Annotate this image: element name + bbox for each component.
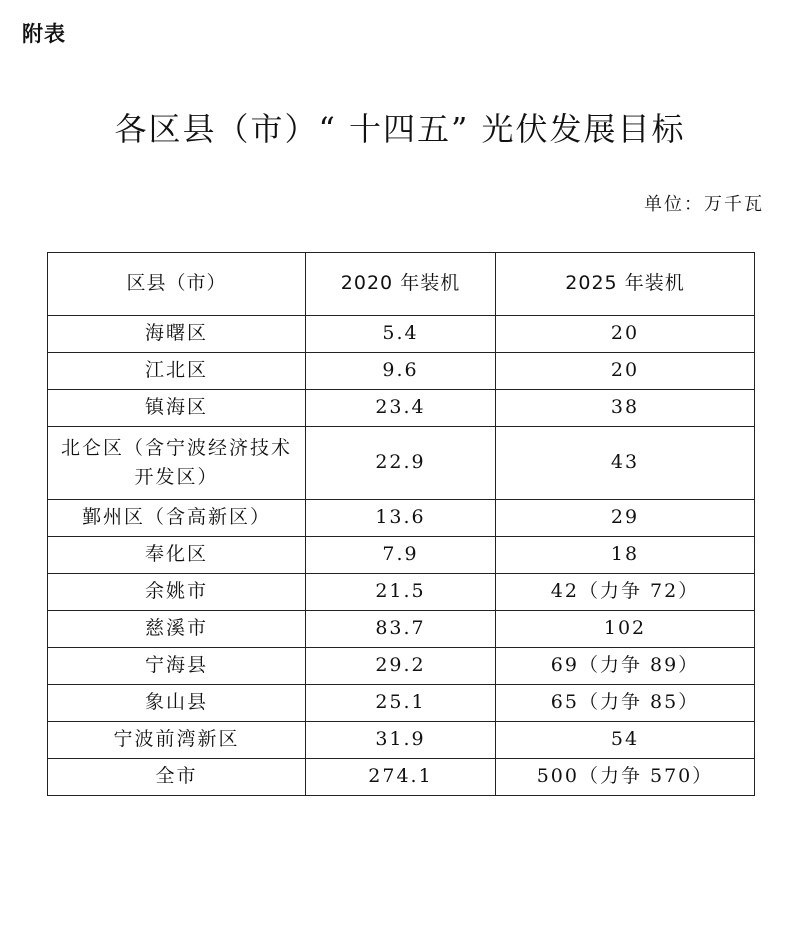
table-row	[48, 427, 755, 500]
table-row	[48, 390, 755, 427]
district-cell: 镇海区	[48, 390, 306, 427]
capacity-2025-cell: 29	[496, 500, 755, 537]
capacity-2020-cell: 29.2	[306, 648, 496, 685]
capacity-2025-cell: 38	[496, 390, 755, 427]
table-row	[48, 316, 755, 353]
capacity-2025-cell: 69（力争 89）	[496, 648, 755, 685]
capacity-2020-cell: 31.9	[306, 722, 496, 759]
capacity-2025-cell: 500（力争 570）	[496, 759, 755, 796]
header-district: 区县（市）	[48, 253, 306, 316]
district-cell: 鄞州区（含高新区）	[48, 500, 306, 537]
district-cell: 奉化区	[48, 537, 306, 574]
capacity-2025-cell: 54	[496, 722, 755, 759]
capacity-2020-cell: 5.4	[306, 316, 496, 353]
district-cell: 余姚市	[48, 574, 306, 611]
capacity-2020-cell: 22.9	[306, 427, 496, 500]
district-cell: 全市	[48, 759, 306, 796]
capacity-2020-cell: 9.6	[306, 353, 496, 390]
capacity-2025-cell: 102	[496, 611, 755, 648]
capacity-2025-cell: 20	[496, 353, 755, 390]
capacity-2025-cell: 18	[496, 537, 755, 574]
capacity-2020-cell: 274.1	[306, 759, 496, 796]
capacity-2020-cell: 23.4	[306, 390, 496, 427]
capacity-2020-cell: 7.9	[306, 537, 496, 574]
table-row	[48, 353, 755, 390]
document-title: 各区县（市）“ 十四五” 光伏发展目标	[114, 110, 686, 148]
district-cell: 慈溪市	[48, 611, 306, 648]
district-cell: 宁海县	[48, 648, 306, 685]
capacity-2020-cell: 83.7	[306, 611, 496, 648]
capacity-2020-cell: 13.6	[306, 500, 496, 537]
capacity-2025-cell: 65（力争 85）	[496, 685, 755, 722]
capacity-2020-cell: 21.5	[306, 574, 496, 611]
table-row-total	[48, 759, 755, 796]
table-row	[48, 685, 755, 722]
table-header-row	[48, 253, 755, 316]
header-2025-capacity: 2025 年装机	[496, 253, 755, 316]
capacity-2020-cell: 25.1	[306, 685, 496, 722]
unit-label: 单位：万千瓦	[644, 194, 764, 215]
table-row	[48, 574, 755, 611]
table-row	[48, 648, 755, 685]
district-cell: 宁波前湾新区	[48, 722, 306, 759]
capacity-2025-cell: 42（力争 72）	[496, 574, 755, 611]
appendix-label: 附表	[22, 22, 66, 46]
table-row	[48, 722, 755, 759]
table-row	[48, 611, 755, 648]
district-cell: 海曙区	[48, 316, 306, 353]
table-row	[48, 500, 755, 537]
pv-target-table	[47, 252, 755, 796]
capacity-2025-cell: 20	[496, 316, 755, 353]
table-row	[48, 537, 755, 574]
district-cell: 象山县	[48, 685, 306, 722]
district-cell: 北仑区（含宁波经济技术开发区）	[48, 427, 306, 500]
district-cell: 江北区	[48, 353, 306, 390]
header-2020-capacity: 2020 年装机	[306, 253, 496, 316]
capacity-2025-cell: 43	[496, 427, 755, 500]
